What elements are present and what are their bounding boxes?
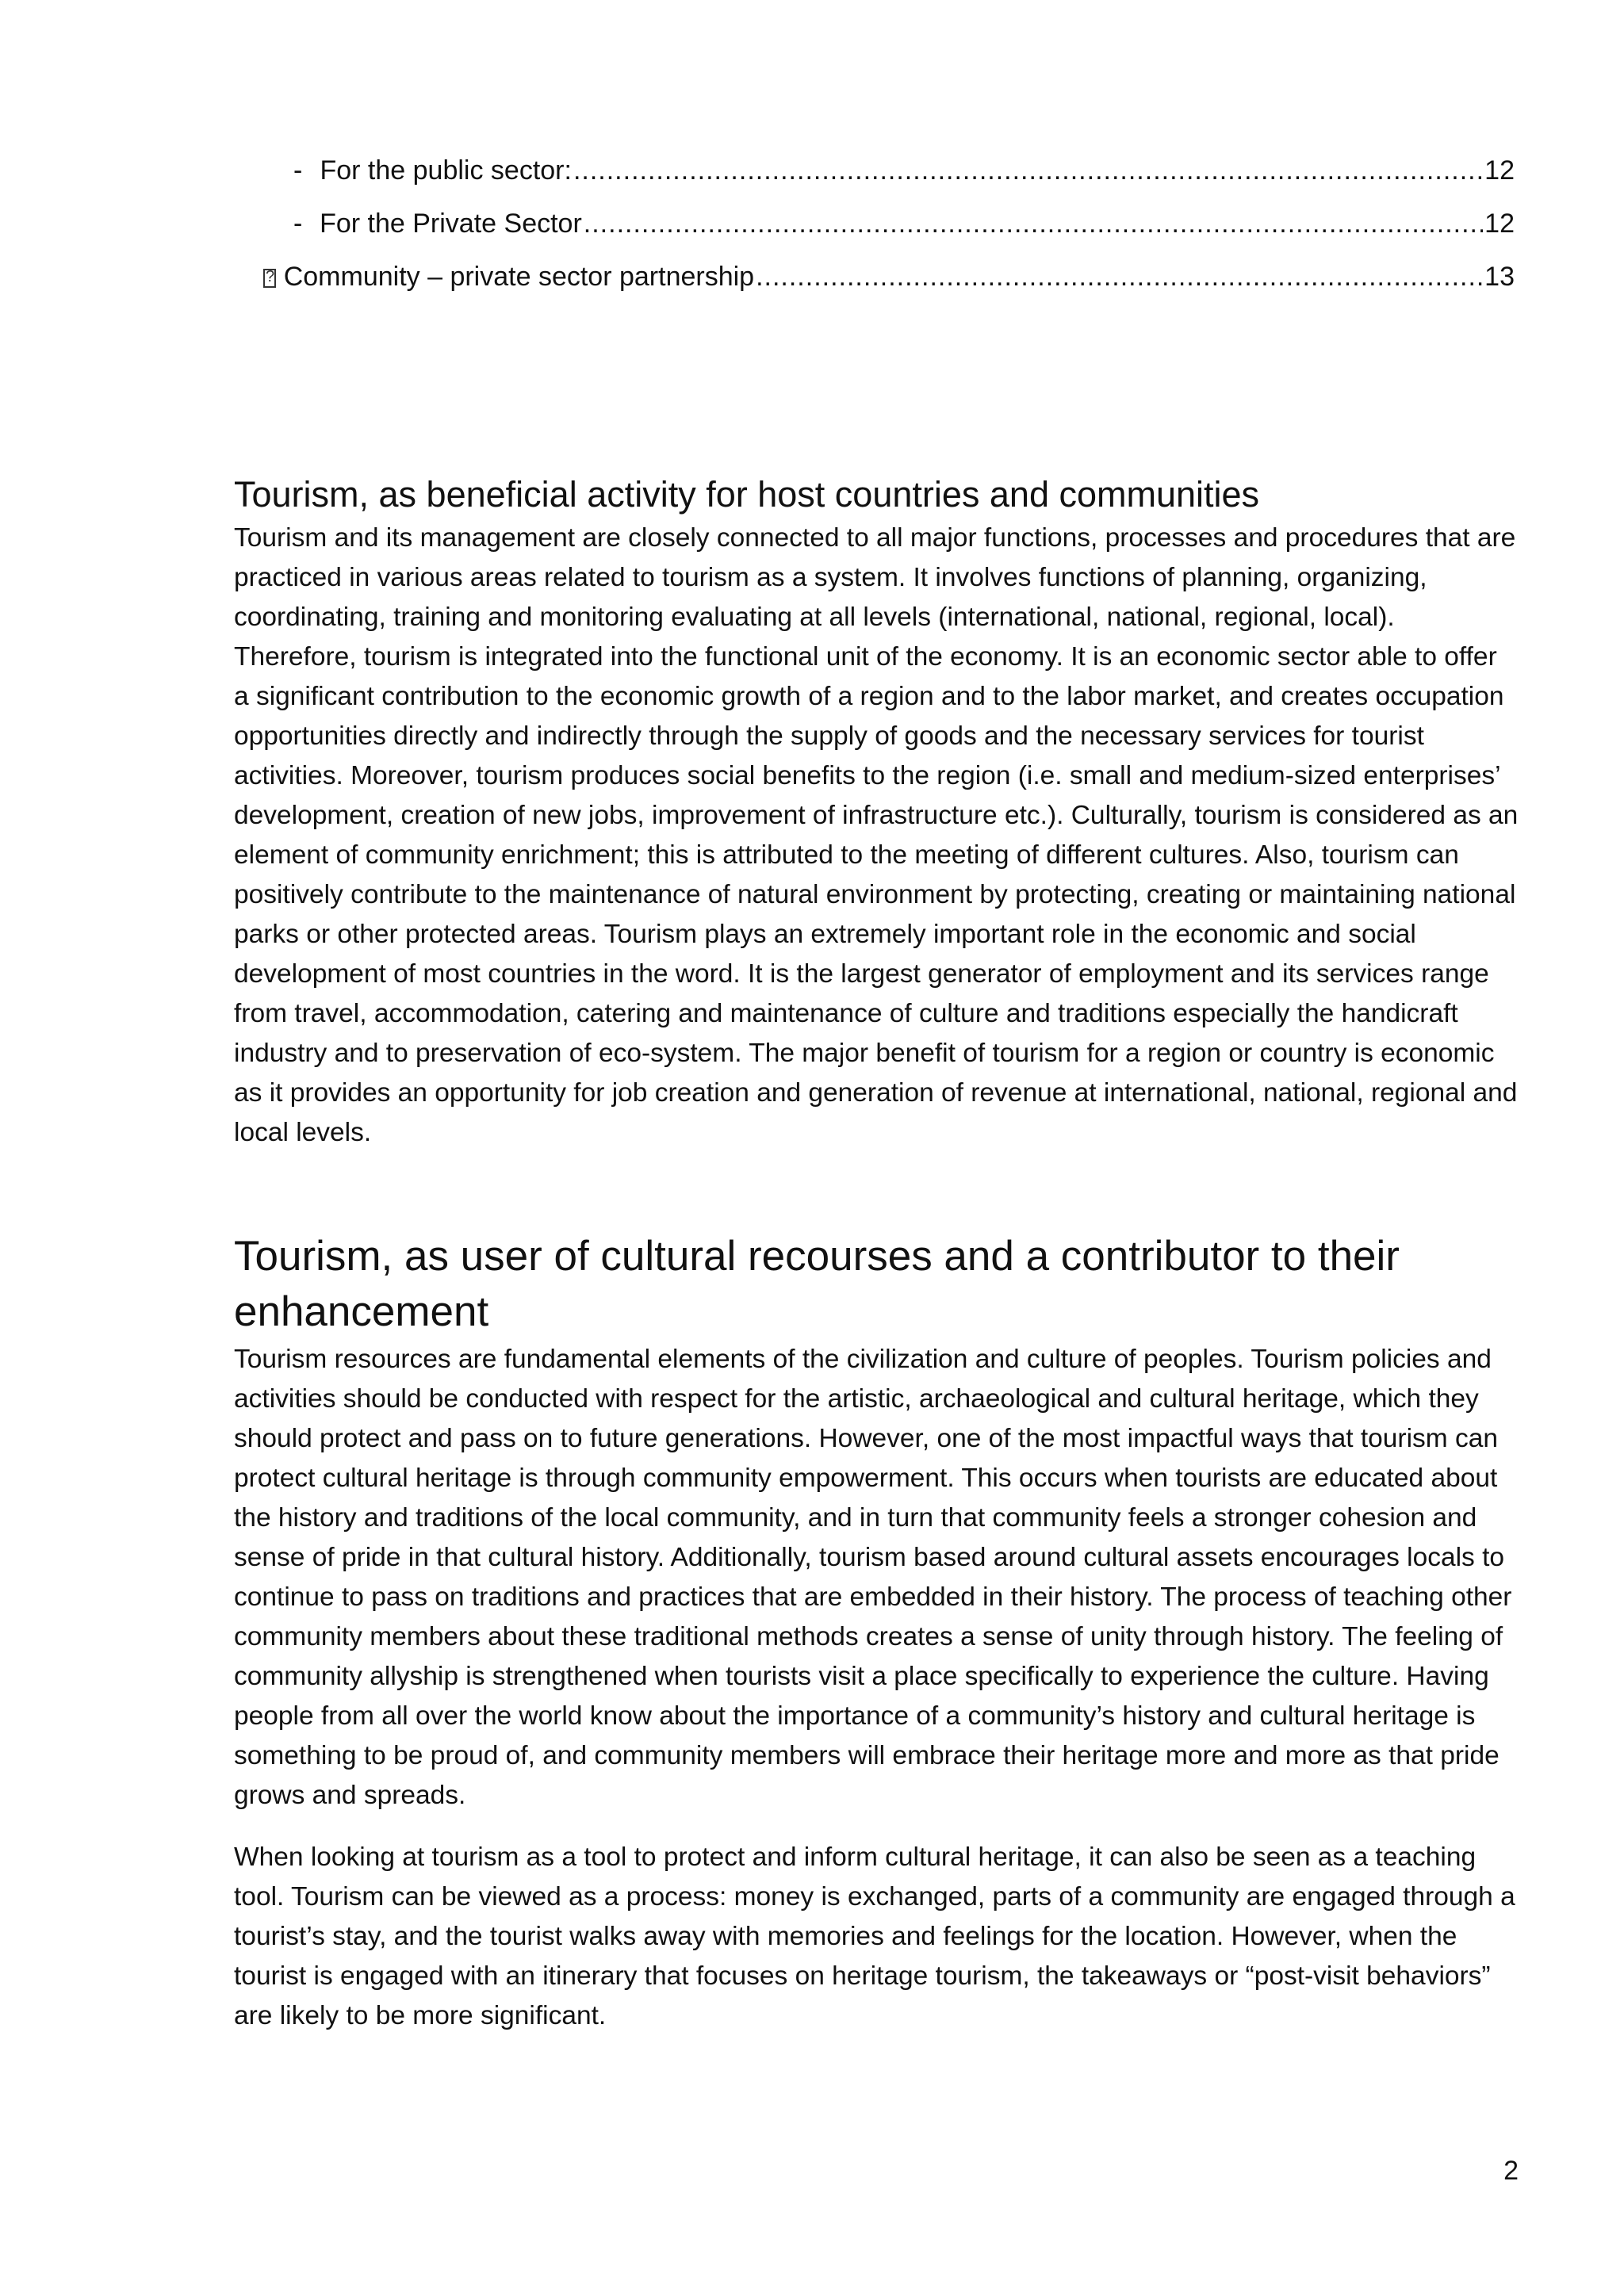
section-paragraph: Tourism and its management are closely connected to all major functions, processes and procedures that are practiced in various areas related to tourism as a system. It involves functions of planning, organizing, coordinating, training and monitoring evaluating at all levels (international, national, regional, local). Therefore, tourism is integrated into the functional unit of the economy. It is an economic sector able to offer a significant contribution to the economic growth of a region and to the labor market, and creates occupation opportunities directly and indirectly through the supply of goods and the necessary services for tourist activities. Moreover, tourism produces social benefits to the region (i.e. small and medium-sized enterprises’ development, creation of new jobs, improvement of infrastructure etc.). Culturally, tourism is considered as an element of community enrichment; this is attributed to the meeting of different cultures. Also, tourism can positively contribute to the maintenance of natural environment by protecting, creating or maintaining national parks or other protected areas. Tourism plays an extremely important role in the economic and social development of most countries in the word. It is the largest generator of employment and its services range from travel, accommodation, catering and maintenance of culture and traditions especially the handicraft industry and to preservation of eco-system. The major benefit of tourism for a region or country is economic as it provides an opportunity for job creation and generation of revenue at international, national, regional and local levels. [234, 523, 1519, 1147]
toc-entry-public-sector[interactable] [293, 151, 1515, 190]
section-cultural-resources [234, 1229, 1519, 2036]
section-paragraph: Tourism resources are fundamental elements of the civilization and culture of peoples. Tourism policies and activities should be conducted with respect for the artistic, archaeological and cultural heritage, which they should protect and pass on to future generations. However, one of the most impactful ways that tourism can protect cultural heritage is through community empowerment. This occurs when tourists are educated about the history and traditions of the local community, and in turn that community feels a stronger cohesion and sense of pride in that cultural history. Additionally, tourism based around cultural assets encourages locals to continue to pass on traditions and practices that are embedded in their history. The process of teaching other community members about these traditional methods creates a sense of unity through history. The feeling of community allyship is strengthened when tourists visit a place specifically to experience the culture. Having people from all over the world know about the importance of a community’s history and cultural heritage is something to be proud of, and community members will embrace their heritage more and more as that pride grows and spreads. [234, 1345, 1512, 1810]
toc-dash-marker: - [293, 209, 303, 239]
box-icon [263, 269, 276, 288]
section-paragraph: When looking at tourism as a tool to protect and inform cultural heritage, it can also be seen as a teaching tool. Tourism can be viewed as a process: money is exchanged, parts of a community are engaged through a tourist’s stay, and the tourist walks away with memories and feelings for the location. However, when the tourist is engaged with an itinerary that focuses on heritage tourism, the takeaways or “post-visit behaviors” are likely to be more significant. [234, 1843, 1515, 2030]
toc-entry-label: For the public sector: [320, 151, 573, 190]
toc-box-marker [263, 257, 284, 297]
section-beneficial-activity [234, 471, 1519, 1153]
toc-dot-leader [573, 151, 1483, 190]
toc-entry-page: 13 [1484, 262, 1515, 292]
toc-dash-marker: - [293, 155, 303, 186]
toc-dot-leader [756, 257, 1483, 297]
toc-entry-label: Community – private sector partnership [284, 257, 756, 297]
toc-dot-leader [584, 204, 1483, 243]
toc-entry-community-partnership[interactable] [263, 257, 1515, 297]
section-heading: Tourism, as beneficial activity for host countries and communities [234, 474, 1260, 515]
toc-entry-page: 12 [1484, 155, 1515, 186]
toc-entry-page: 12 [1484, 209, 1515, 239]
toc-entry-label: For the Private Sector [320, 204, 584, 243]
section-heading: Tourism, as user of cultural recourses and a contributor to their enhancement [234, 1233, 1400, 1335]
page-number: 2 [1503, 2156, 1519, 2186]
toc-entry-private-sector[interactable] [293, 204, 1515, 243]
